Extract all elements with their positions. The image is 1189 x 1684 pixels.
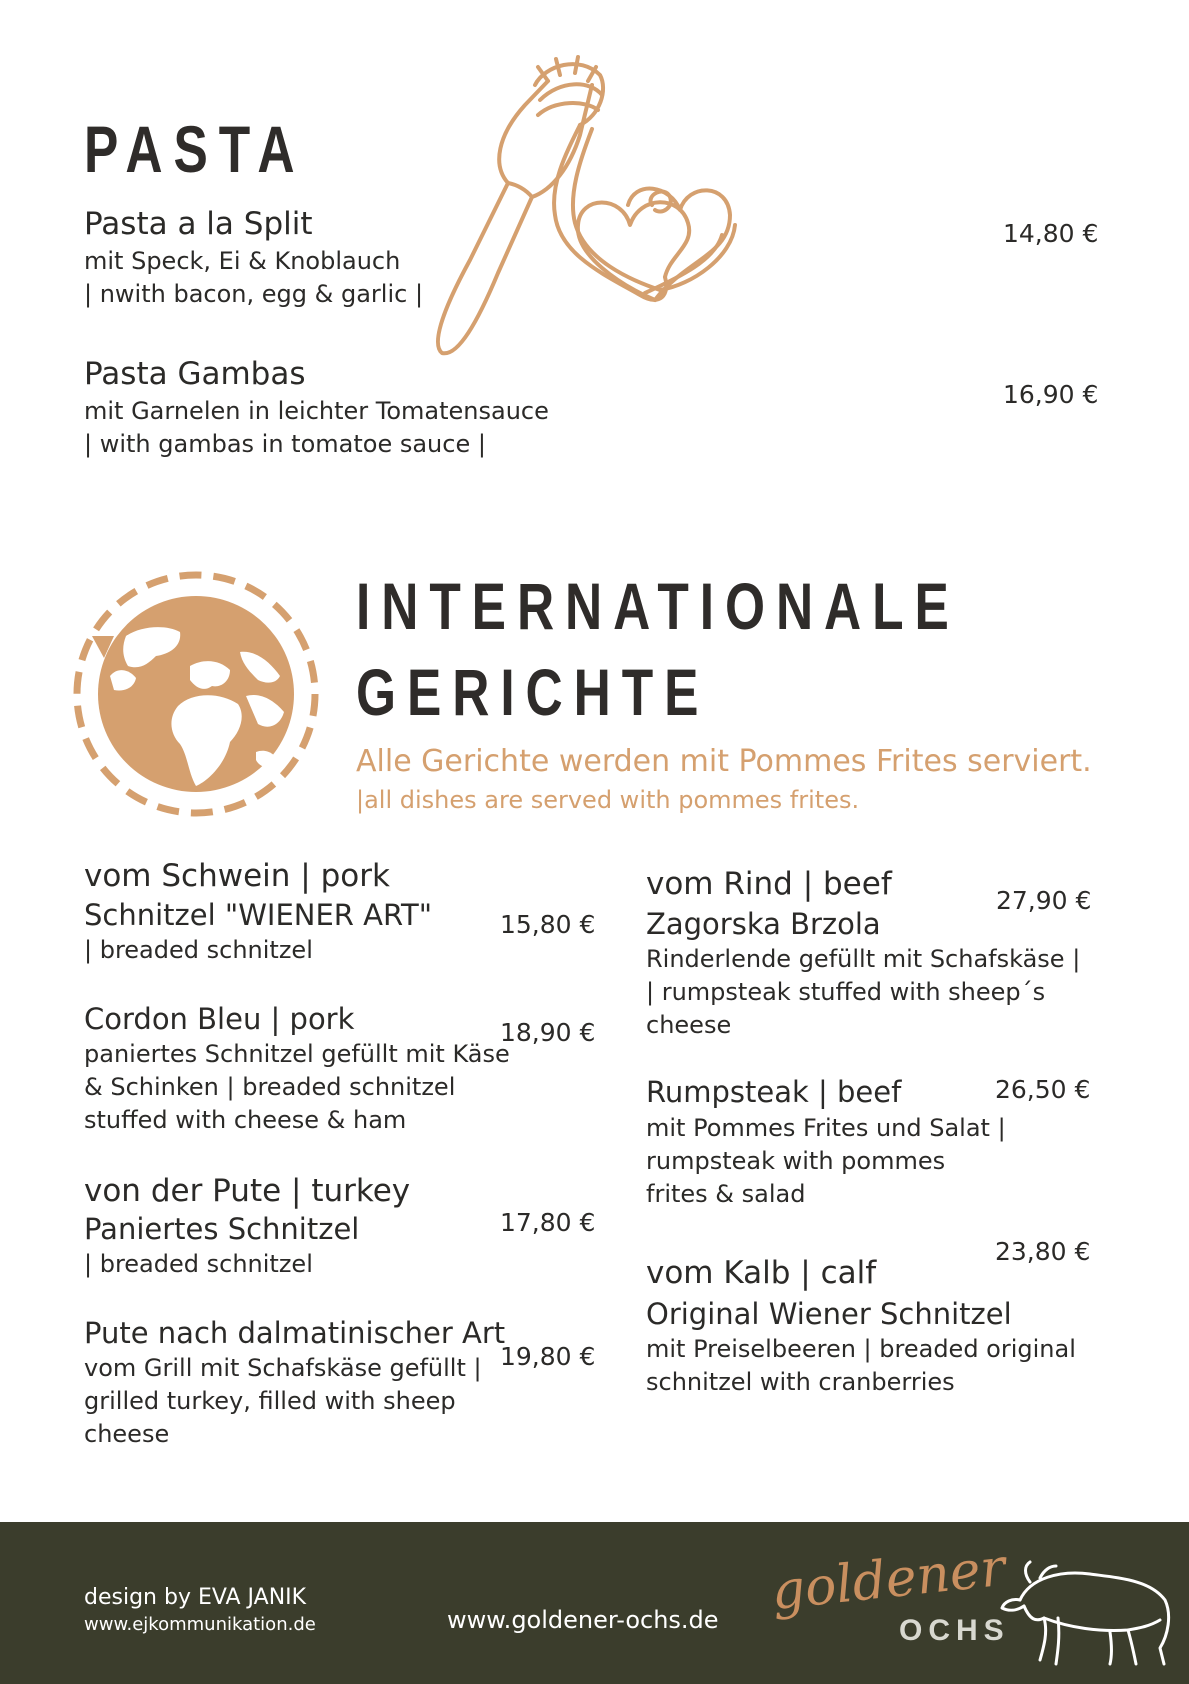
pasta-title: PASTA bbox=[84, 112, 306, 186]
dish-desc-de: mit Speck, Ei & Knoblauch bbox=[84, 247, 401, 275]
dish-name: Pasta Gambas bbox=[84, 356, 306, 392]
section-title-line1: INTERNATIONALE bbox=[356, 569, 960, 643]
designer-url-link[interactable]: www.ejkommunikation.de bbox=[84, 1614, 316, 1635]
dish-price: 19,80 € bbox=[500, 1342, 596, 1371]
restaurant-logo bbox=[768, 1537, 1175, 1680]
dish-desc: | breaded schnitzel bbox=[84, 936, 313, 964]
dish-name: Schnitzel "WIENER ART" bbox=[84, 898, 433, 932]
logo-script-text: goldener bbox=[768, 1537, 1009, 1622]
served-note-de: Alle Gerichte werden mit Pommes Frites serviert. bbox=[356, 744, 1092, 779]
dish-name: Pute nach dalmatinischer Art bbox=[84, 1316, 506, 1350]
dish-price: 16,90 € bbox=[1003, 380, 1099, 409]
dish-desc: | breaded schnitzel bbox=[84, 1250, 313, 1278]
section-title-line2: GERICHTE bbox=[356, 655, 710, 729]
dish-price: 27,90 € bbox=[996, 886, 1092, 915]
dish-name: Original Wiener Schnitzel bbox=[646, 1297, 1012, 1331]
category-heading: vom Schwein | pork bbox=[84, 858, 390, 894]
dish-desc: vom Grill mit Schafskäse gefüllt | grilled turkey, filled with sheep cheese bbox=[84, 1354, 482, 1448]
dish-price: 17,80 € bbox=[500, 1208, 596, 1237]
dish-desc-en: | with gambas in tomatoe sauce | bbox=[84, 430, 486, 458]
dish-desc-en: | nwith bacon, egg & garlic | bbox=[84, 280, 424, 308]
dish-price: 18,90 € bbox=[500, 1018, 596, 1047]
dish-name: Paniertes Schnitzel bbox=[84, 1212, 360, 1246]
category-heading: vom Kalb | calf bbox=[646, 1255, 877, 1291]
website-link[interactable]: www.goldener-ochs.de bbox=[447, 1606, 719, 1634]
served-note-en: |all dishes are served with pommes frites. bbox=[356, 786, 860, 814]
fork-spaghetti-heart-icon bbox=[430, 45, 780, 390]
dish-price: 14,80 € bbox=[1003, 219, 1099, 248]
logo-word: OCHS bbox=[899, 1614, 1010, 1647]
dish-desc: Rinderlende gefüllt mit Schafskäse | | rumpsteak stuffed with sheep´s cheese bbox=[646, 945, 1081, 1039]
category-heading: vom Rind | beef bbox=[646, 866, 892, 902]
dish-price: 15,80 € bbox=[500, 910, 596, 939]
category-heading: von der Pute | turkey bbox=[84, 1173, 411, 1209]
dish-desc: paniertes Schnitzel gefüllt mit Käse & Schinken | breaded schnitzel stuffed with cheese & ham bbox=[84, 1040, 510, 1134]
dish-name: Zagorska Brzola bbox=[646, 907, 881, 941]
dish-desc: mit Pommes Frites und Salat | rumpsteak with pommes frites & salad bbox=[646, 1114, 1006, 1208]
dish-price: 26,50 € bbox=[995, 1075, 1091, 1104]
dish-name: Cordon Bleu | pork bbox=[84, 1002, 355, 1036]
dish-name: Pasta a la Split bbox=[84, 206, 313, 242]
dish-desc: mit Preiselbeeren | breaded original schnitzel with cranberries bbox=[646, 1335, 1076, 1396]
designer-credit: design by EVA JANIK bbox=[84, 1585, 307, 1610]
dish-name: Rumpsteak | beef bbox=[646, 1075, 902, 1109]
globe-icon bbox=[70, 566, 326, 822]
dish-desc-de: mit Garnelen in leichter Tomatensauce bbox=[84, 397, 549, 425]
bull-icon bbox=[1000, 1560, 1175, 1670]
dish-price: 23,80 € bbox=[995, 1237, 1091, 1266]
